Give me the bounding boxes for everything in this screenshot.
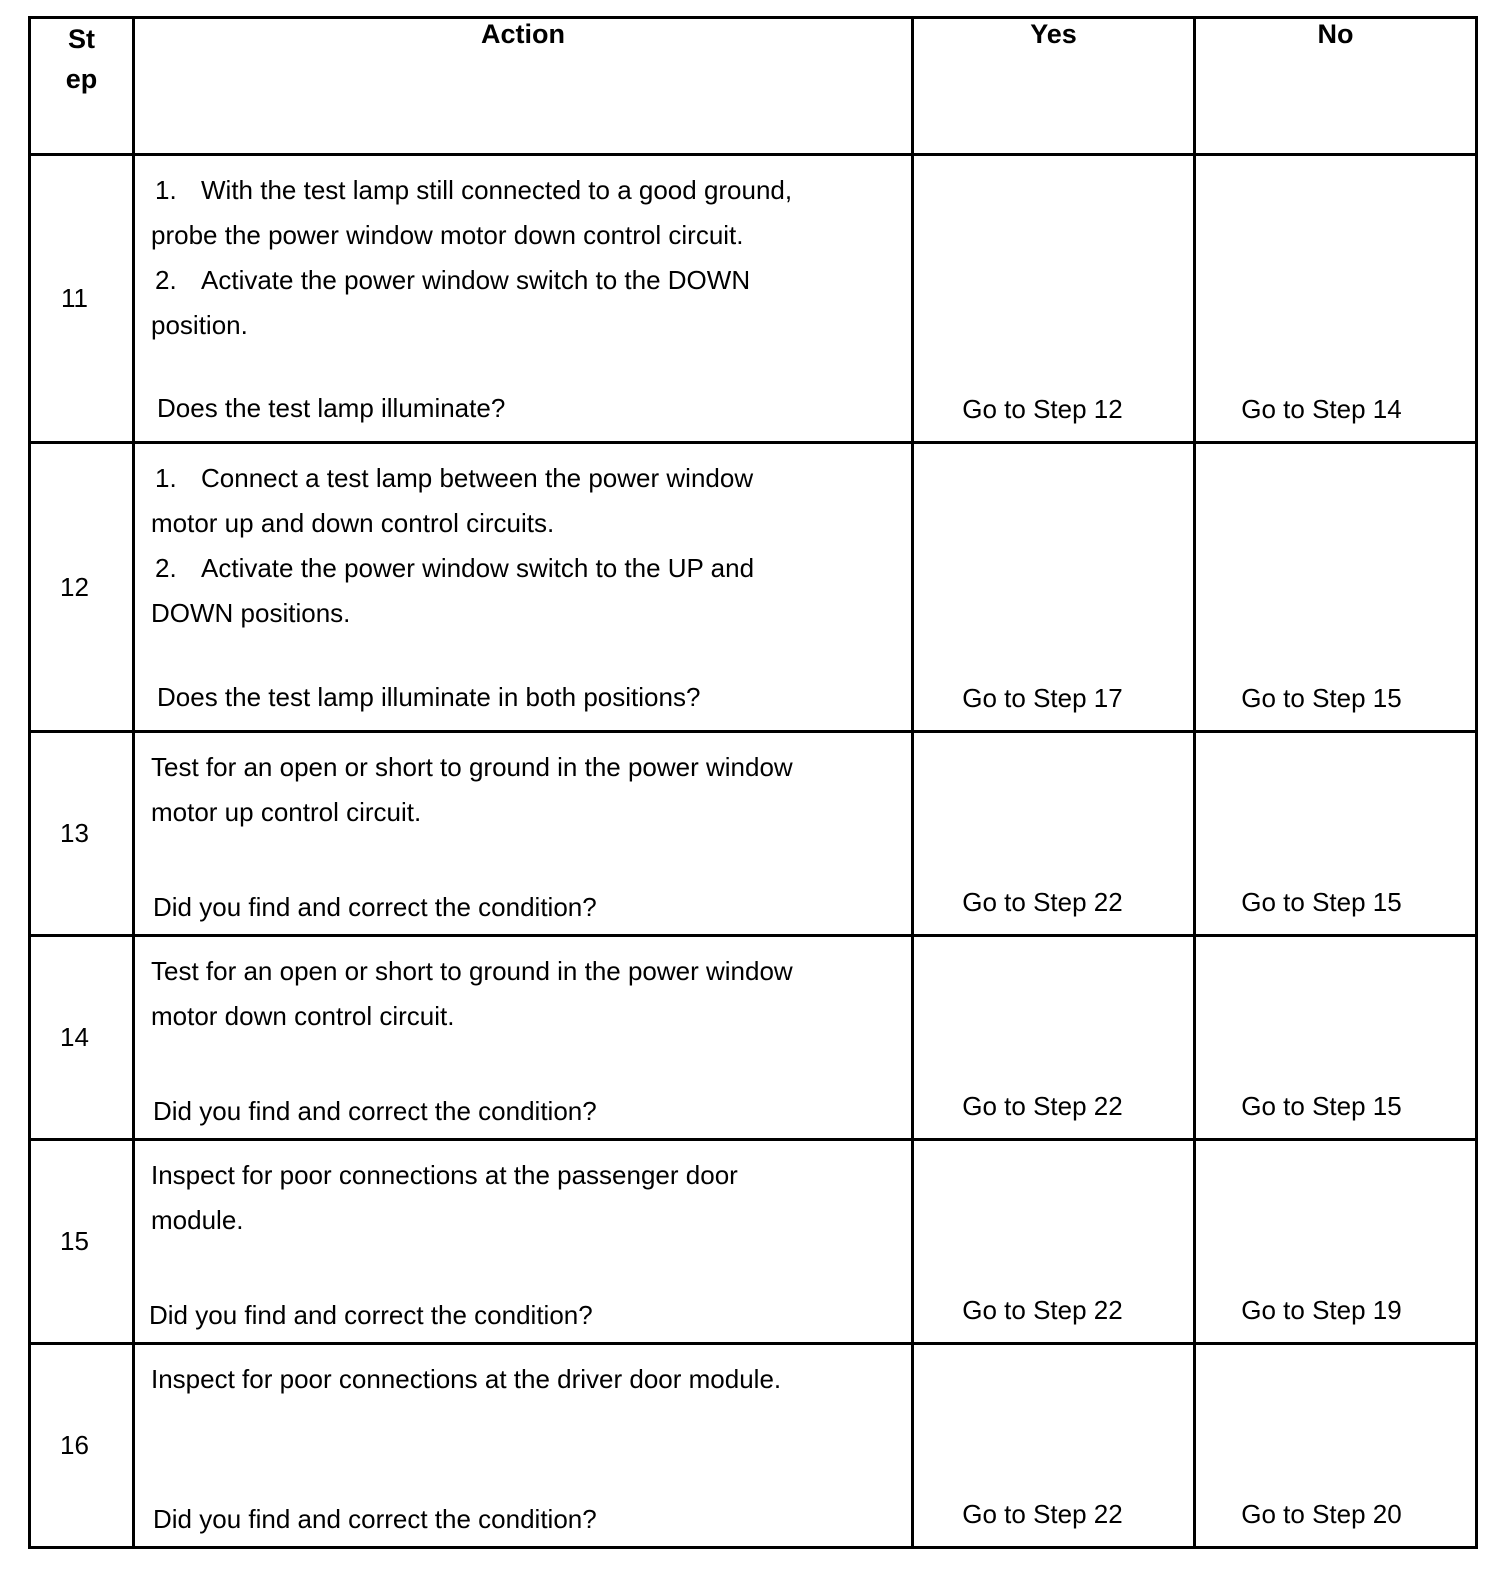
no-target: Go to Step 19	[1241, 1295, 1402, 1325]
action-cell	[134, 443, 913, 732]
step-number: 11	[30, 155, 134, 443]
header-action: Action	[134, 18, 913, 155]
step-number: 13	[30, 732, 134, 936]
header-step-line1: St	[68, 24, 95, 54]
action-question: Did you find and correct the condition?	[153, 1504, 597, 1534]
item-text: Activate the power window switch to the UP and	[201, 553, 755, 583]
no-cell	[1195, 732, 1477, 936]
action-line: Test for an open or short to ground in the power window	[151, 956, 793, 986]
item-text: Connect a test lamp between the power window	[201, 463, 754, 493]
action-line: Inspect for poor connections at the passenger door	[151, 1160, 738, 1190]
table-row	[30, 1140, 1477, 1344]
yes-cell	[913, 443, 1195, 732]
action-item-continued: motor up and down control circuits.	[151, 508, 555, 538]
step-number: 14	[30, 936, 134, 1140]
table-row	[30, 732, 1477, 936]
action-cell	[134, 732, 913, 936]
action-item	[151, 168, 891, 213]
table-row	[30, 936, 1477, 1140]
yes-cell	[913, 936, 1195, 1140]
action-item-continued: probe the power window motor down control circuit.	[151, 220, 744, 250]
header-no: No	[1195, 18, 1477, 155]
action-question: Does the test lamp illuminate in both positions?	[157, 682, 701, 712]
yes-target: Go to Step 22	[962, 1295, 1123, 1325]
item-number: 2.	[155, 553, 177, 583]
yes-target: Go to Step 17	[962, 683, 1123, 713]
no-target: Go to Step 15	[1241, 887, 1402, 917]
action-question: Does the test lamp illuminate?	[157, 393, 506, 423]
no-cell	[1195, 443, 1477, 732]
item-number: 1.	[155, 463, 177, 493]
action-item-continued: position.	[151, 310, 248, 340]
action-line: Test for an open or short to ground in the power window	[151, 752, 793, 782]
yes-cell	[913, 732, 1195, 936]
header-row	[30, 18, 1477, 155]
diagnostic-table	[28, 16, 1478, 1549]
action-cell	[134, 1140, 913, 1344]
no-target: Go to Step 15	[1241, 1091, 1402, 1121]
yes-target: Go to Step 22	[962, 887, 1123, 917]
yes-cell	[913, 155, 1195, 443]
table-row	[30, 155, 1477, 443]
yes-target: Go to Step 22	[962, 1091, 1123, 1121]
action-item	[151, 546, 891, 591]
action-item	[151, 258, 891, 303]
action-cell	[134, 936, 913, 1140]
action-question: Did you find and correct the condition?	[149, 1300, 593, 1330]
yes-target: Go to Step 12	[962, 394, 1123, 424]
yes-cell	[913, 1344, 1195, 1548]
item-text: With the test lamp still connected to a good ground,	[201, 175, 793, 205]
action-line: module.	[151, 1205, 244, 1235]
header-yes: Yes	[913, 18, 1195, 155]
action-item	[151, 456, 891, 501]
action-cell	[134, 1344, 913, 1548]
item-number: 1.	[155, 175, 177, 205]
action-item-continued: DOWN positions.	[151, 598, 351, 628]
table-row	[30, 1344, 1477, 1548]
no-cell	[1195, 1140, 1477, 1344]
action-line: motor down control circuit.	[151, 1001, 455, 1031]
action-cell	[134, 155, 913, 443]
action-line: motor up control circuit.	[151, 797, 422, 827]
no-target: Go to Step 14	[1241, 394, 1402, 424]
action-line: Inspect for poor connections at the driver door module.	[151, 1364, 782, 1394]
header-step-line2: ep	[65, 64, 98, 94]
item-text: Activate the power window switch to the DOWN	[201, 265, 751, 295]
step-number: 16	[30, 1344, 134, 1548]
no-cell	[1195, 155, 1477, 443]
item-number: 2.	[155, 265, 177, 295]
action-question: Did you find and correct the condition?	[153, 1096, 597, 1126]
no-cell	[1195, 936, 1477, 1140]
yes-cell	[913, 1140, 1195, 1344]
action-question: Did you find and correct the condition?	[153, 892, 597, 922]
no-target: Go to Step 15	[1241, 683, 1402, 713]
yes-target: Go to Step 22	[962, 1499, 1123, 1529]
no-cell	[1195, 1344, 1477, 1548]
step-number: 15	[30, 1140, 134, 1344]
header-step	[30, 18, 134, 155]
table-row	[30, 443, 1477, 732]
step-number: 12	[30, 443, 134, 732]
no-target: Go to Step 20	[1241, 1499, 1402, 1529]
